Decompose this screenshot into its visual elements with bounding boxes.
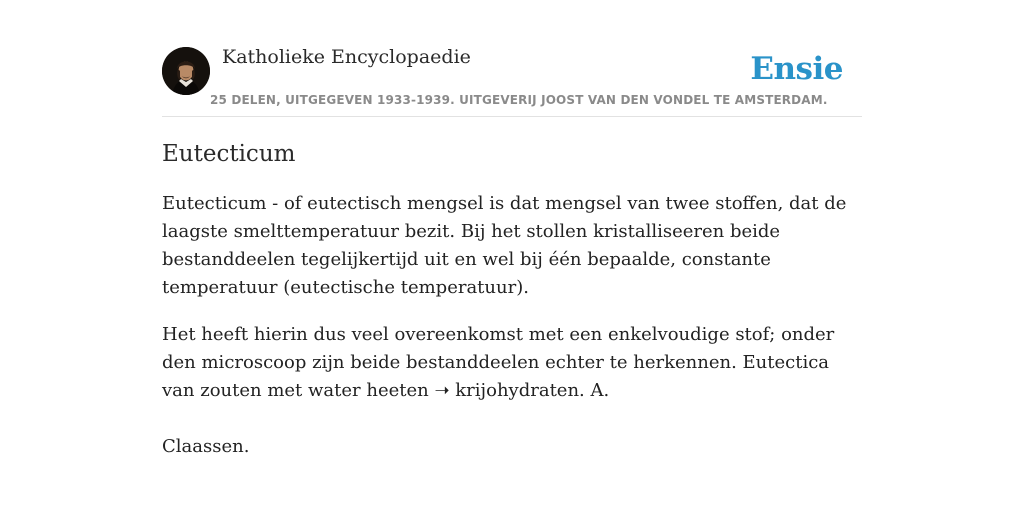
article-author: Claassen. — [162, 436, 250, 457]
source-title[interactable]: Katholieke Encyclopaedie — [222, 46, 471, 68]
source-subtitle: 25 DELEN, UITGEGEVEN 1933-1939. UITGEVERIJ JOOST VAN DEN VONDEL TE AMSTERDAM. — [210, 93, 828, 107]
article-title: Eutecticum — [162, 141, 296, 167]
source-header — [162, 44, 862, 117]
portrait-avatar-icon — [162, 47, 210, 95]
article — [162, 138, 862, 461]
ensie-logo-link[interactable]: Ensie — [750, 51, 843, 87]
source-avatar[interactable] — [162, 47, 210, 95]
article-paragraph: Eutecticum - of eutectisch mengsel is dat mengsel van twee stoffen, dat de laagste smelttemperatuur bezit. Bij het stollen kristalliseeren beide bestanddeelen tegelijkertijd uit en wel bij één bepaalde, constante temperatuur (eutectische temperatuur). — [162, 193, 847, 298]
article-paragraph: Het heeft hierin dus veel overeenkomst met een enkelvoudige stof; onder den microscoop zijn beide bestanddeelen echter te herkennen. Eutectica van zouten met water heeten ➝ krijohydraten. A. — [162, 324, 835, 401]
